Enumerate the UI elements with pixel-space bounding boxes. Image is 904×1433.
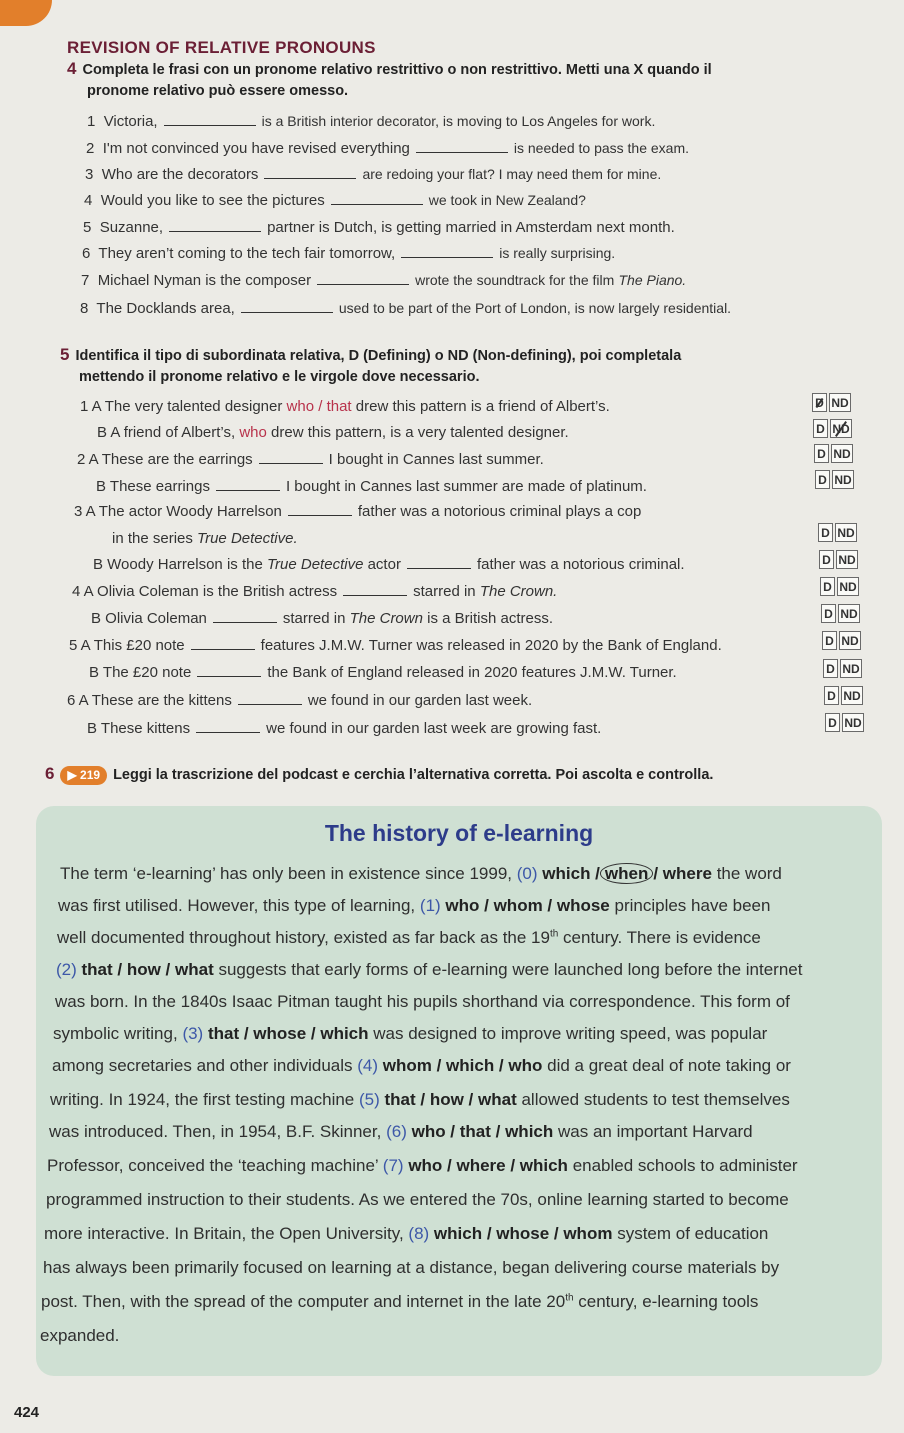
sentence-text: B These earrings bbox=[96, 478, 210, 495]
dnd-choice-1a bbox=[812, 393, 851, 412]
answer-blank[interactable] bbox=[264, 166, 356, 179]
nd-box[interactable]: ND bbox=[830, 419, 852, 438]
circled-answer[interactable]: when bbox=[600, 863, 653, 884]
sentence-text: we found in our garden last week are growing fast. bbox=[266, 720, 602, 737]
item-text: I'm not convinced you have revised everything bbox=[102, 140, 410, 157]
transcript-line bbox=[47, 1156, 798, 1176]
nd-box[interactable]: ND bbox=[837, 577, 859, 596]
page-number: 424 bbox=[14, 1404, 40, 1421]
text: allowed students to test themselves bbox=[521, 1090, 790, 1109]
exercise-5-text-2: mettendo il pronome relativo e le virgole dove necessario. bbox=[79, 369, 480, 385]
dnd-choice-3a bbox=[818, 523, 857, 542]
section-title: REVISION OF RELATIVE PRONOUNS bbox=[67, 38, 376, 57]
answer-option[interactable]: which / bbox=[542, 864, 600, 883]
sentence-text: 6 A These are the kittens bbox=[67, 692, 232, 709]
exercise-6-instruction bbox=[45, 763, 885, 786]
audio-track-number: 219 bbox=[80, 767, 101, 782]
ex4-item-1 bbox=[87, 113, 655, 130]
answer-options[interactable]: that / how / what bbox=[384, 1090, 517, 1109]
ex5-3a bbox=[74, 503, 641, 520]
series-title: The Crown bbox=[349, 610, 423, 627]
item-text: is needed to pass the exam. bbox=[513, 140, 689, 156]
sentence-text: 3 A The actor Woody Harrelson bbox=[74, 503, 282, 520]
answer-blank[interactable] bbox=[213, 610, 277, 623]
item-number: 2 bbox=[86, 140, 95, 157]
speaker-icon: ▶ bbox=[67, 767, 77, 782]
d-box[interactable]: D bbox=[813, 419, 828, 438]
item-text: Suzanne, bbox=[99, 219, 164, 236]
answer-blank[interactable] bbox=[401, 245, 493, 258]
text: post. Then, with the spread of the computer and internet in the late 20 bbox=[41, 1292, 566, 1311]
item-number: (8) bbox=[408, 1224, 430, 1243]
answer-blank[interactable] bbox=[197, 664, 261, 677]
transcript-line bbox=[44, 1224, 768, 1244]
filled-answer: who / that bbox=[286, 398, 352, 415]
transcript-line bbox=[50, 1090, 790, 1110]
dnd-choice-2b bbox=[815, 470, 854, 489]
item-number: 8 bbox=[80, 300, 89, 317]
item-text: is a British interior decorator, is moving to Los Angeles for work. bbox=[261, 113, 656, 129]
ex5-6b bbox=[87, 720, 601, 737]
sentence-text: B These kittens bbox=[87, 720, 191, 737]
ex5-3a-cont bbox=[112, 530, 298, 547]
item-number: 3 bbox=[85, 166, 94, 183]
transcript-line bbox=[41, 1292, 758, 1312]
nd-box[interactable]: ND bbox=[829, 393, 851, 412]
transcript-title: The history of e-learning bbox=[324, 820, 594, 846]
text: did a great deal of note taking or bbox=[547, 1056, 791, 1075]
transcript-line bbox=[52, 1056, 791, 1076]
series-title: True Detective. bbox=[197, 530, 298, 547]
transcript-line bbox=[56, 960, 802, 980]
series-title: True Detective bbox=[266, 556, 364, 573]
sentence-text: is a British actress. bbox=[427, 610, 553, 627]
nd-box[interactable]: ND bbox=[841, 686, 863, 705]
ex4-item-3 bbox=[85, 166, 661, 183]
ex5-2b bbox=[96, 478, 647, 495]
sentence-text: 5 A This £20 note bbox=[69, 637, 185, 654]
answer-blank[interactable] bbox=[216, 478, 280, 491]
d-box[interactable]: D bbox=[812, 393, 827, 412]
text: well documented throughout history, existed as far back as the 19 bbox=[57, 928, 550, 947]
d-box[interactable]: D bbox=[818, 523, 833, 542]
sentence-text: drew this pattern is a friend of Albert’s. bbox=[355, 398, 610, 415]
item-number: 6 bbox=[82, 245, 91, 262]
sentence-text: actor bbox=[367, 556, 401, 573]
text: century, e-learning tools bbox=[578, 1292, 759, 1311]
transcript-line bbox=[58, 896, 770, 916]
series-title: The Crown. bbox=[479, 583, 558, 600]
item-number: (2) bbox=[56, 960, 77, 979]
exercise-4-text-1: Completa le frasi con un pronome relativo restrittivo o non restrittivo. Metti una X quando il bbox=[82, 62, 712, 78]
answer-blank[interactable] bbox=[416, 140, 508, 153]
ex5-1b bbox=[97, 424, 569, 441]
ex4-item-5 bbox=[83, 219, 675, 236]
d-box[interactable]: D bbox=[823, 659, 838, 678]
transcript-line: has always been primarily focused on learning at a distance, began delivering course materials by bbox=[43, 1258, 780, 1277]
text: the word bbox=[716, 864, 782, 883]
item-text: is really surprising. bbox=[499, 245, 616, 261]
text: symbolic writing, bbox=[53, 1024, 178, 1043]
ex4-item-7 bbox=[81, 272, 686, 289]
item-text: wrote the soundtrack for the film bbox=[415, 272, 615, 288]
sentence-text: B The £20 note bbox=[89, 664, 192, 681]
dnd-choice-1b bbox=[813, 419, 852, 438]
text: century. There is evidence bbox=[563, 928, 761, 947]
exercise-5-instruction bbox=[60, 344, 880, 388]
d-box[interactable]: D bbox=[815, 470, 830, 489]
sentence-text: father was a notorious criminal. bbox=[476, 556, 685, 573]
dnd-choice-6a bbox=[824, 686, 863, 705]
answer-option[interactable]: / where bbox=[653, 864, 712, 883]
item-text: are redoing your flat? I may need them for mine. bbox=[362, 166, 662, 182]
sentence-text: B Olivia Coleman bbox=[91, 610, 207, 627]
text: was an important Harvard bbox=[558, 1122, 753, 1141]
item-number: 4 bbox=[84, 192, 93, 209]
nd-box[interactable]: ND bbox=[838, 604, 860, 623]
item-number: (6) bbox=[386, 1122, 407, 1141]
dnd-choice-2a bbox=[814, 444, 853, 463]
item-text: Would you like to see the pictures bbox=[100, 192, 325, 209]
d-box[interactable]: D bbox=[819, 550, 834, 569]
answer-blank[interactable] bbox=[241, 300, 333, 313]
item-text: we took in New Zealand? bbox=[428, 192, 586, 208]
nd-box[interactable]: ND bbox=[831, 444, 853, 463]
sentence-text: 4 A Olivia Coleman is the British actress bbox=[72, 583, 338, 600]
sentence-text: 2 A These are the earrings bbox=[77, 451, 253, 468]
exercise-4-instruction bbox=[67, 58, 877, 102]
item-number: 1 bbox=[87, 113, 96, 130]
ex5-5a bbox=[69, 637, 722, 654]
item-number: (1) bbox=[419, 896, 441, 915]
item-number: (5) bbox=[359, 1090, 380, 1109]
dnd-choice-4b bbox=[821, 604, 860, 623]
exercise-6-number: 6 bbox=[45, 764, 55, 783]
sentence-text: father was a notorious criminal plays a cop bbox=[357, 503, 642, 520]
transcript-line: programmed instruction to their students. As we entered the 70s, online learning started to become bbox=[46, 1190, 789, 1209]
text: system of education bbox=[617, 1224, 769, 1243]
sentence-text: I bought in Cannes last summer are made of platinum. bbox=[285, 478, 647, 495]
text: writing. In 1924, the first testing machine bbox=[50, 1090, 355, 1109]
item-number: (0) bbox=[516, 864, 538, 883]
sentence-text: B A friend of Albert’s, bbox=[97, 424, 236, 441]
item-text: Michael Nyman is the composer bbox=[97, 272, 312, 289]
dnd-choice-6b bbox=[825, 713, 864, 732]
nd-box[interactable]: ND bbox=[835, 523, 857, 542]
dnd-choice-3b bbox=[819, 550, 858, 569]
answer-options[interactable]: who / where / which bbox=[408, 1156, 568, 1175]
d-box[interactable]: D bbox=[822, 631, 837, 650]
podcast-transcript-panel bbox=[36, 806, 882, 1376]
answer-blank[interactable] bbox=[238, 692, 302, 705]
answer-options[interactable]: who / whom / whose bbox=[445, 896, 610, 915]
sentence-text: 1 A The very talented designer bbox=[80, 398, 283, 415]
item-text: Victoria, bbox=[103, 113, 158, 130]
audio-track-badge[interactable] bbox=[60, 766, 107, 785]
text: The term ‘e-learning’ has only been in existence since 1999, bbox=[60, 864, 513, 883]
ex5-6a bbox=[67, 692, 532, 709]
d-box[interactable]: D bbox=[824, 686, 839, 705]
ex4-item-2 bbox=[86, 140, 689, 157]
answer-blank[interactable] bbox=[259, 451, 323, 464]
nd-box[interactable]: ND bbox=[836, 550, 858, 569]
exercise-4-text-2: pronome relativo può essere omesso. bbox=[87, 83, 349, 99]
text: suggests that early forms of e-learning were launched long before the internet bbox=[218, 960, 803, 979]
transcript-line bbox=[53, 1024, 767, 1044]
item-text: partner is Dutch, is getting married in Amsterdam next month. bbox=[267, 219, 675, 236]
text: was introduced. Then, in 1954, B.F. Skinner, bbox=[49, 1122, 382, 1141]
sentence-text: I bought in Cannes last summer. bbox=[328, 451, 544, 468]
transcript-line: was born. In the 1840s Isaac Pitman taught his pupils shorthand via correspondence. This form of bbox=[55, 992, 790, 1011]
sentence-text: features J.M.W. Turner was released in 2020 by the Bank of England. bbox=[260, 637, 722, 654]
answer-options[interactable]: that / whose / which bbox=[207, 1024, 369, 1043]
d-box[interactable]: D bbox=[825, 713, 840, 732]
transcript-line: expanded. bbox=[40, 1326, 120, 1345]
text: enabled schools to administer bbox=[572, 1156, 798, 1175]
exercise-5-text-1: Identifica il tipo di subordinata relativa, D (Defining) o ND (Non-defining), poi completala bbox=[75, 348, 682, 364]
d-box[interactable]: D bbox=[820, 577, 835, 596]
sentence-text: starred in bbox=[282, 610, 346, 627]
filled-answer: who bbox=[239, 424, 267, 441]
answer-blank[interactable] bbox=[191, 637, 255, 650]
sentence-text: drew this pattern, is a very talented designer. bbox=[271, 424, 569, 441]
ex4-item-6 bbox=[82, 245, 615, 262]
text: among secretaries and other individuals bbox=[52, 1056, 353, 1075]
sentence-text: we found in our garden last week. bbox=[307, 692, 533, 709]
answer-options[interactable]: whom / which / who bbox=[382, 1056, 543, 1075]
sentence-text: B Woody Harrelson is the bbox=[93, 556, 263, 573]
sentence-text: in the series bbox=[112, 530, 193, 547]
item-text: used to be part of the Port of London, is now largely residential. bbox=[338, 300, 732, 316]
item-text: The Docklands area, bbox=[96, 300, 235, 317]
item-text: They aren’t coming to the tech fair tomorrow, bbox=[98, 245, 396, 262]
dnd-choice-4a bbox=[820, 577, 859, 596]
text: was first utilised. However, this type of learning, bbox=[58, 896, 416, 915]
sentence-text: the Bank of England released in 2020 features J.M.W. Turner. bbox=[267, 664, 677, 681]
answer-blank[interactable] bbox=[407, 556, 471, 569]
exercise-6-text: Leggi la trascrizione del podcast e cerchia l’alternativa corretta. Poi ascolta e controlla. bbox=[113, 767, 714, 783]
text: more interactive. In Britain, the Open University, bbox=[44, 1224, 404, 1243]
answer-options[interactable]: who / that / which bbox=[411, 1122, 554, 1141]
exercise-5-number: 5 bbox=[60, 345, 70, 364]
ex5-1a bbox=[80, 398, 610, 415]
ex5-2a bbox=[77, 451, 544, 468]
film-title: The Piano. bbox=[618, 272, 687, 288]
superscript: th bbox=[565, 1292, 574, 1304]
answer-blank[interactable] bbox=[343, 583, 407, 596]
transcript-line bbox=[57, 928, 761, 948]
transcript-line bbox=[49, 1122, 753, 1142]
text: was designed to improve writing speed, was popular bbox=[373, 1024, 768, 1043]
nd-box[interactable]: ND bbox=[842, 713, 864, 732]
ex5-3b bbox=[93, 556, 685, 573]
transcript-line bbox=[60, 864, 782, 884]
exercise-4-number: 4 bbox=[67, 59, 77, 78]
answer-blank[interactable] bbox=[317, 272, 409, 285]
d-box[interactable]: D bbox=[814, 444, 829, 463]
d-box[interactable]: D bbox=[821, 604, 836, 623]
item-number: 5 bbox=[83, 219, 92, 236]
ex4-item-8 bbox=[80, 300, 731, 317]
dnd-choice-5b bbox=[823, 659, 862, 678]
answer-blank[interactable] bbox=[169, 219, 261, 232]
item-number: (3) bbox=[182, 1024, 204, 1043]
item-number: 7 bbox=[81, 272, 90, 289]
text: principles have been bbox=[614, 896, 771, 915]
nd-box[interactable]: ND bbox=[839, 631, 861, 650]
answer-blank[interactable] bbox=[288, 503, 352, 516]
answer-blank[interactable] bbox=[196, 720, 260, 733]
text: Professor, conceived the ‘teaching machine’ bbox=[47, 1156, 379, 1175]
answer-blank[interactable] bbox=[164, 113, 256, 126]
answer-options[interactable]: that / how / what bbox=[81, 960, 214, 979]
nd-box[interactable]: ND bbox=[832, 470, 854, 489]
item-number: (4) bbox=[357, 1056, 379, 1075]
answer-blank[interactable] bbox=[331, 192, 423, 205]
ex5-4a bbox=[72, 583, 557, 600]
item-text: Who are the decorators bbox=[101, 166, 259, 183]
item-number: (7) bbox=[382, 1156, 404, 1175]
superscript: th bbox=[549, 928, 559, 940]
dnd-choice-5a bbox=[822, 631, 861, 650]
sentence-text: starred in bbox=[413, 583, 476, 600]
ex5-5b bbox=[89, 664, 677, 681]
ex5-4b bbox=[91, 610, 553, 627]
answer-options[interactable]: which / whose / whom bbox=[433, 1224, 613, 1243]
nd-box[interactable]: ND bbox=[840, 659, 862, 678]
ex4-item-4 bbox=[84, 192, 586, 209]
